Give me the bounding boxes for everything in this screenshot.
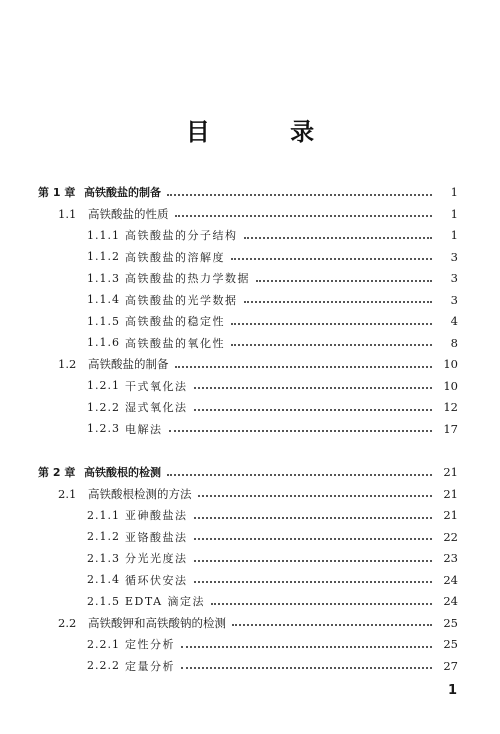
toc-entry-number: 1.2.3 xyxy=(87,422,120,435)
dot-leader xyxy=(244,300,433,303)
toc-entry-page: 25 xyxy=(443,615,458,630)
toc-entry-number: 1.1.3 xyxy=(87,271,120,285)
toc-entry-page: 10 xyxy=(443,357,458,371)
toc-entry-label xyxy=(0,421,163,437)
toc-entry[interactable] xyxy=(0,268,500,288)
toc-entry-title: 高铁酸盐的性质 xyxy=(88,206,169,221)
dot-leader xyxy=(231,257,432,260)
dot-leader xyxy=(232,623,432,626)
toc-entry-number: 1.1.2 xyxy=(87,250,120,263)
toc-entry-title: 分光光度法 xyxy=(125,552,188,565)
toc-entry-label xyxy=(0,572,188,588)
toc-entry[interactable] xyxy=(0,634,500,654)
toc-entry-page: 21 xyxy=(443,486,458,501)
toc-entry-title: 高铁酸盐的热力学数据 xyxy=(125,272,250,285)
toc-entry-number: 1.1 xyxy=(58,206,77,221)
toc-entry-title: 高铁酸盐的制备 xyxy=(84,186,161,199)
toc-entry-label xyxy=(0,636,175,652)
toc-entry-title: 干式氧化法 xyxy=(125,379,188,393)
toc-entry-page: 3 xyxy=(450,292,458,307)
dot-leader xyxy=(231,343,432,346)
toc-entry[interactable] xyxy=(0,613,500,633)
dot-leader xyxy=(256,279,432,282)
toc-entry[interactable] xyxy=(0,505,500,525)
toc-entry-label xyxy=(0,550,188,566)
toc-entry-page: 23 xyxy=(443,551,458,565)
toc-entry-page: 1 xyxy=(450,228,458,242)
dot-leader xyxy=(194,537,433,540)
dot-leader xyxy=(194,386,433,389)
toc-entry-number: 2.1.2 xyxy=(87,530,120,543)
toc-entry-page: 21 xyxy=(443,465,458,479)
toc-entry-number: 1.1.5 xyxy=(87,314,120,328)
toc-entry-number: 1.2 xyxy=(58,357,77,371)
toc-entry-label xyxy=(0,658,175,674)
toc-entry[interactable] xyxy=(0,354,500,374)
toc-entry-title: 定性分析 xyxy=(125,638,175,651)
dot-leader xyxy=(211,602,432,605)
toc-entry-page: 4 xyxy=(450,314,458,328)
toc-entry[interactable] xyxy=(0,419,500,439)
dot-leader xyxy=(194,516,433,519)
toc-entry-label xyxy=(0,270,250,286)
toc-entry-label xyxy=(0,486,192,502)
toc-entry-title: 电解法 xyxy=(125,422,163,436)
toc-entry[interactable] xyxy=(0,182,500,202)
toc-entry-title: 亚铬酸盐法 xyxy=(125,530,188,544)
toc-entry-page: 1 xyxy=(450,185,458,199)
dot-leader xyxy=(167,193,432,196)
toc-entry-title: 高铁酸钾和高铁酸钠的检测 xyxy=(88,615,226,630)
toc-entry-title: 高铁酸根的检测 xyxy=(84,466,161,479)
toc-entry-page: 22 xyxy=(443,529,458,544)
dot-leader xyxy=(175,365,433,368)
toc-entry[interactable] xyxy=(0,311,500,331)
toc-entry-number: 2.1.5 xyxy=(87,594,120,608)
toc-entry-number: 2.1.4 xyxy=(87,573,120,586)
toc-entry-label xyxy=(0,335,225,351)
toc-entry-label xyxy=(0,249,225,265)
toc-entry-title: EDTA 滴定法 xyxy=(125,595,206,608)
toc-entry-label xyxy=(0,593,205,609)
toc-entry[interactable] xyxy=(0,333,500,353)
dot-leader xyxy=(181,666,432,669)
page-title: 目 录 xyxy=(185,117,351,146)
dot-leader xyxy=(181,645,432,648)
toc-entry-number: 2.1 xyxy=(58,486,77,501)
toc-entry-title: 高铁酸盐的光学数据 xyxy=(125,293,238,307)
toc-entry-label xyxy=(0,378,188,394)
toc-entry[interactable] xyxy=(0,591,500,611)
toc-entry-title: 高铁酸盐的溶解度 xyxy=(125,250,225,264)
toc-entry-number: 1.2.1 xyxy=(87,379,120,392)
toc-entry-number: 2.2 xyxy=(58,615,77,630)
toc-entry-number: 2.1.1 xyxy=(87,508,120,522)
toc-entry-label xyxy=(0,227,238,243)
toc-entry-page: 3 xyxy=(450,249,458,264)
toc-entry-number: 2.2.2 xyxy=(87,659,120,672)
toc-entry-title: 湿式氧化法 xyxy=(125,401,188,414)
toc-entry[interactable] xyxy=(0,527,500,547)
toc-entry-page: 21 xyxy=(443,508,458,522)
toc-entry[interactable] xyxy=(0,484,500,504)
toc-entry-label xyxy=(0,313,225,329)
toc-entry-page: 17 xyxy=(443,421,458,436)
toc-entry-label xyxy=(0,464,161,480)
page-number: 1 xyxy=(448,683,458,698)
toc-entry-label xyxy=(0,206,169,222)
toc-entry-title: 高铁酸盐的氧化性 xyxy=(125,336,225,350)
dot-leader xyxy=(194,408,433,411)
toc-entry-label xyxy=(0,615,226,631)
toc-entry[interactable] xyxy=(0,204,500,224)
toc-entry-label xyxy=(0,356,169,372)
toc-entry[interactable] xyxy=(0,656,500,676)
toc-entry-page: 24 xyxy=(443,594,458,608)
toc-entry-label xyxy=(0,184,161,200)
toc-entry-title: 亚砷酸盐法 xyxy=(125,509,188,522)
toc-entry[interactable] xyxy=(0,397,500,417)
dot-leader xyxy=(167,473,432,476)
toc-entry-label xyxy=(0,399,188,415)
toc-entry-page: 25 xyxy=(443,637,458,651)
toc-entry-number: 2.1.3 xyxy=(87,551,120,565)
toc-entry-number: 1.2.2 xyxy=(87,400,120,414)
toc-entry-label xyxy=(0,507,188,523)
dot-leader xyxy=(198,494,433,497)
toc-entry-page: 27 xyxy=(443,658,458,673)
toc-entry-page: 12 xyxy=(443,400,458,414)
toc-entry-label xyxy=(0,292,238,308)
dot-leader xyxy=(231,322,432,325)
toc-entry-title: 循环伏安法 xyxy=(125,573,188,587)
toc-entry-page: 8 xyxy=(450,335,458,350)
toc-entry-label xyxy=(0,529,188,545)
dot-leader xyxy=(194,559,433,562)
toc-entry-title: 高铁酸盐的稳定性 xyxy=(125,315,225,328)
dot-leader xyxy=(169,429,433,432)
toc-entry-title: 定量分析 xyxy=(125,659,175,673)
dot-leader xyxy=(175,214,433,217)
toc-entry-page: 10 xyxy=(443,378,458,393)
toc-entry-page: 1 xyxy=(450,206,458,221)
toc-entry[interactable] xyxy=(0,247,500,267)
dot-leader xyxy=(194,580,433,583)
toc-entry-number: 2.2.1 xyxy=(87,637,120,651)
toc-entry-title: 高铁酸根检测的方法 xyxy=(88,486,192,501)
toc-entry-page: 3 xyxy=(450,271,458,285)
toc-entry-number: 1.1.6 xyxy=(87,336,120,349)
toc-entry[interactable] xyxy=(0,570,500,590)
toc-entry[interactable] xyxy=(0,376,500,396)
toc-entry-title: 高铁酸盐的制备 xyxy=(88,357,169,371)
toc-entry-title: 高铁酸盐的分子结构 xyxy=(125,229,238,242)
toc-entry-number: 1.1.1 xyxy=(87,228,120,242)
toc-entry[interactable] xyxy=(0,290,500,310)
toc-entry[interactable] xyxy=(0,548,500,568)
toc-entry-number: 第 1 章 xyxy=(38,186,76,199)
toc-entry[interactable] xyxy=(0,462,500,482)
toc-entry-page: 24 xyxy=(443,572,458,587)
toc-entry-number: 1.1.4 xyxy=(87,293,120,306)
dot-leader xyxy=(244,236,433,239)
toc-entry-number: 第 2 章 xyxy=(38,466,76,479)
toc-entry[interactable] xyxy=(0,225,500,245)
